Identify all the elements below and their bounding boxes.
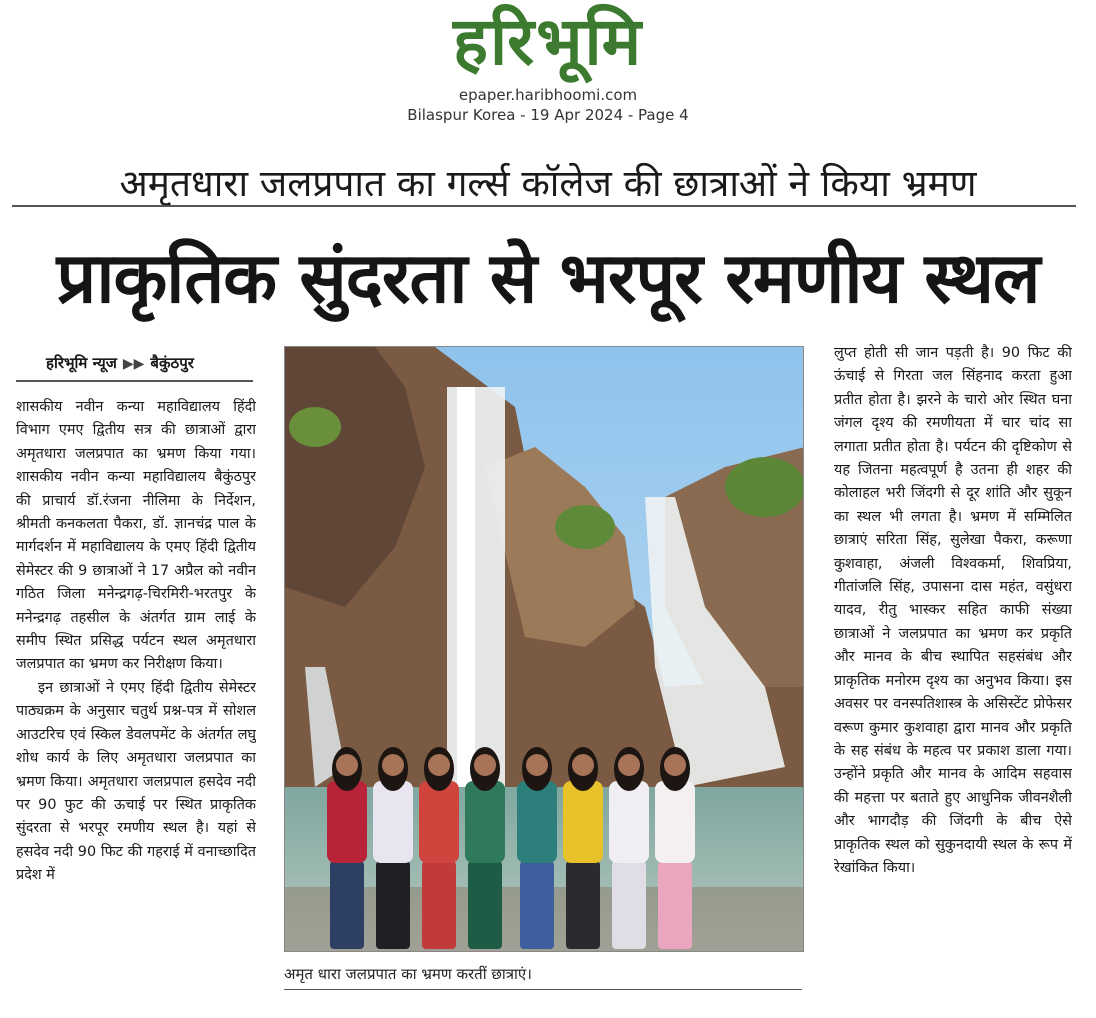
newspaper-logo: हरिभूमि (452, 3, 644, 80)
site-url: epaper.haribhoomi.com (458, 86, 638, 104)
caption-divider (284, 989, 802, 990)
article-column-1 (16, 396, 256, 1002)
tree (289, 407, 341, 447)
edition-info: Bilaspur Korea - 19 Apr 2024 - Page 4 (407, 106, 689, 124)
tree (725, 457, 804, 517)
article-headline: प्राकृतिक सुंदरता से भरपूर रमणीय स्थल (56, 237, 1040, 319)
waterfall-photo (285, 347, 804, 952)
headline-divider (12, 205, 1076, 207)
waterfall-main (447, 387, 505, 807)
waterfall-highlight (457, 387, 475, 807)
fast-forward-icon: ▶▶ (122, 356, 145, 372)
paragraph: इन छात्राओं ने एमए हिंदी द्वितीय सेमेस्टर पाठ्यक्रम के अनुसार चतुर्थ प्रश्न-पत्र में सोशल आउटरिच एवं स्किल डेवलपमेंट के अंतर्गत लघु शोध कार्य के लिए अमृतधारा जलप्रपात का भ्रमण किया। अमृतधारा जलप्रपाल हसदेव नदी पर 90 फुट की ऊचाई पर स्थित प्राकृतिक सुंदरता से भरपूर रमणीय स्थल है। यहां से हसदेव नदी 90 फिट की गहराई में वनाच्छादित प्रदेश में (16, 679, 256, 884)
byline-divider (16, 380, 253, 382)
paragraph: लुप्त होती सी जान पड़ती है। 90 फिट की ऊंचाई से गिरता जल सिंहनाद करता हुआ प्रतीत होता है। झरने के चारो ओर स्थित घना जंगल दृश्य की रमणीयता में चार चांद सा लगाता प्रतीत होता है। पर्यटन की दृष्टिकोण से यह जितना महत्वपूर्ण है उतना ही शहर की कोलाहल भरी जिंदगी से दूर शांति और सुकून का स्थल भी लगता है। भ्रमण में सम्मिलित छात्राएं सरिता सिंह, सुलेखा पैकरा, करूणा कुशवाहा, अंजली विश्वकर्मा, शिवप्रिया, गीतांजलि सिंह, उपासना दास महंत, वसुंधरा यादव, रीतु भास्कर सहित काफी संख्या छात्राओं ने जलप्रपात का भ्रमण कर प्रकृति और मानव के बीच स्थापित सहसंबंध और प्राकृतिक मनोरम दृश्य का अनुभव किया। इस अवसर पर वनस्पतिशास्त्र के असिस्टेंट प्रोफेसर वरूण कुमार कुशवाहा द्वारा मानव और प्रकृति के सह संबंध के महत्व पर प्रकाश डाला गया। उन्होंने प्रकृति और मानव के आदिम सहवास की महत्ता पर बताते हुए आधुनिक जीवनशैली और भागदौड़ की जिंदगी के बीच ऐसे प्राकृतिक स्थल को सुकुनदायी स्थल के रूप में रेखांकित किया। (834, 345, 1072, 876)
article-column-3 (834, 342, 1072, 1002)
tree (555, 505, 615, 549)
article-kicker: अमृतधारा जलप्रपात का गर्ल्स कॉलेज की छात्राओं ने किया भ्रमण (119, 162, 977, 205)
photo-caption: अमृत धारा जलप्रपात का भ्रमण करतीं छात्राएं। (284, 965, 532, 983)
byline-place: बैकुंठपुर (150, 354, 194, 372)
byline-source: हरिभूमि न्यूज (46, 354, 117, 372)
paragraph: शासकीय नवीन कन्या महाविद्यालय हिंदी विभाग एमए द्वितीय सत्र की छात्राओं द्वारा अमृतधारा जलप्रपात का भ्रमण किया गया। शासकीय नवीन कन्या महाविद्यालय बैकुंठपुर की प्राचार्य डॉ.रंजना नीलिमा के निर्देशन, श्रीमती कनकलता पैकरा, डॉ. ज्ञानचंद्र पाल के मार्गदर्शन में महाविद्यालय के एमए हिंदी द्वितीय सेमेस्टर की 9 छात्राओं ने 17 अप्रैल को नवीन गठित जिला मनेन्द्रगढ़-चिरमिरी-भरतपुर के मनेन्द्रगढ़ तहसील के अंतर्गत ग्राम लाई के समीप स्थित प्रसिद्ध पर्यटन स्थल अमृतधारा जलप्रपात का भ्रमण कर निरीक्षण किया। (16, 399, 256, 673)
article-photo (284, 346, 804, 952)
byline (16, 350, 256, 380)
